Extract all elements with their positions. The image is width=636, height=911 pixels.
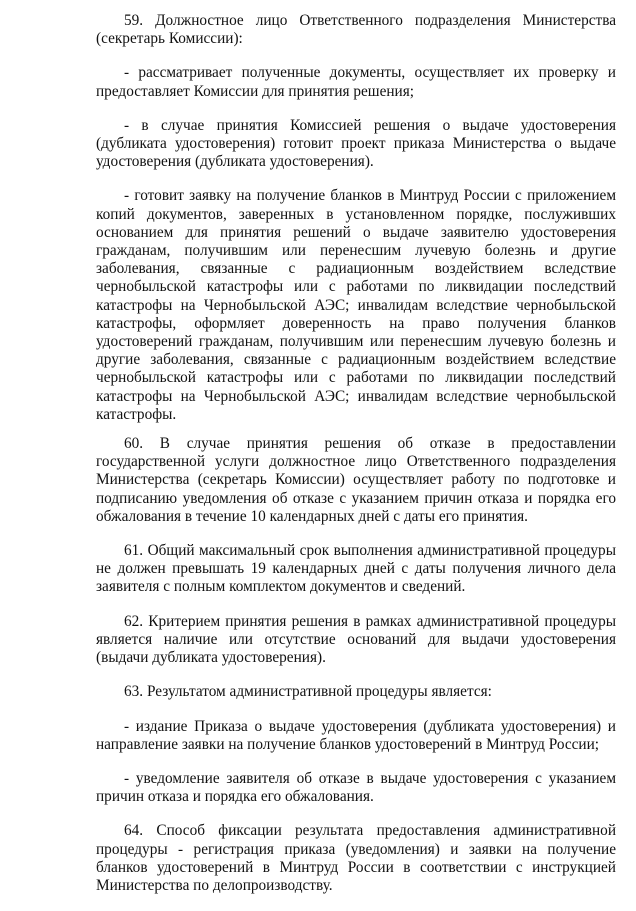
paragraph-62: 62. Критерием принятия решения в рамках административной процедуры является наличие или отсутствие оснований для выдачи удостоверения (выдачи дубликата удостоверения). <box>96 612 616 667</box>
paragraph-61: 61. Общий максимальный срок выполнения административной процедуры не должен превышать 19 календарных дней с даты получения личного дела заявителя с полным комплектом документов и сведений. <box>96 542 616 596</box>
bullet-issue-order: - издание Приказа о выдаче удостоверения (дубликата удостоверения) и направление заявки на получение бланков удостоверений в Минтруд России; <box>96 717 616 753</box>
paragraph-63: 63. Результатом административной процедуры является: <box>124 683 492 701</box>
bullet-refusal-notice: - уведомление заявителя об отказе в выдаче удостоверения с указанием причин отказа и порядка его обжалования. <box>96 769 616 806</box>
bullet-prepare-blank-request: - готовит заявку на получение бланков в Минтруд России с приложением копий документов, заверенных в установленном порядке, послуживших основанием для принятия решений о выдаче заявителю удостоверения гражданам, получившим или перенесшим лучевую болезнь и другие заболевания, связанные с радиационным воздействием вследствие чернобыльской катастрофы или с работами по ликвидации последствий катастрофы на Чернобыльской АЭС; инвалидам вследствие чернобыльской катастрофы, оформляет доверенность на право получения бланков удостоверений гражданам, получившим или перенесшим лучевую болезнь и другие заболевания, связанные с радиационным воздействием вследствие чернобыльской катастрофы или с работами по ликвидации последствий катастрофы на Чернобыльской АЭС; инвалидам вследствие чернобыльской катастрофы. <box>96 187 616 423</box>
paragraph-64: 64. Способ фиксации результата предоставления административной процедуры - регистрация приказа (уведомления) и заявки на получение бланков удостоверений в Минтруд России в соответствии с инструкцией Министерства по делопроизводству. <box>96 822 616 894</box>
paragraph-59: 59. Должностное лицо Ответственного подразделения Министерства (секретарь Комиссии): <box>96 12 616 48</box>
paragraph-60: 60. В случае принятия решения об отказе в предоставлении государственной услуги должностное лицо Ответственного подразделения Министерства (секретарь Комиссии) осуществляет работу по подготовке и подписанию уведомления об отказе с указанием причин отказа и порядка его обжалования в течение 10 календарных дней с даты его принятия. <box>96 435 616 525</box>
document-page <box>96 12 616 911</box>
bullet-prepare-order-draft: - в случае принятия Комиссией решения о выдаче удостоверения (дубликата удостоверения) готовит проект приказа Министерства о выдаче удостоверения (дубликата удостоверения). <box>96 116 616 171</box>
bullet-review-documents: - рассматривает полученные документы, осуществляет их проверку и предоставляет Комиссии для принятия решения; <box>96 64 616 100</box>
